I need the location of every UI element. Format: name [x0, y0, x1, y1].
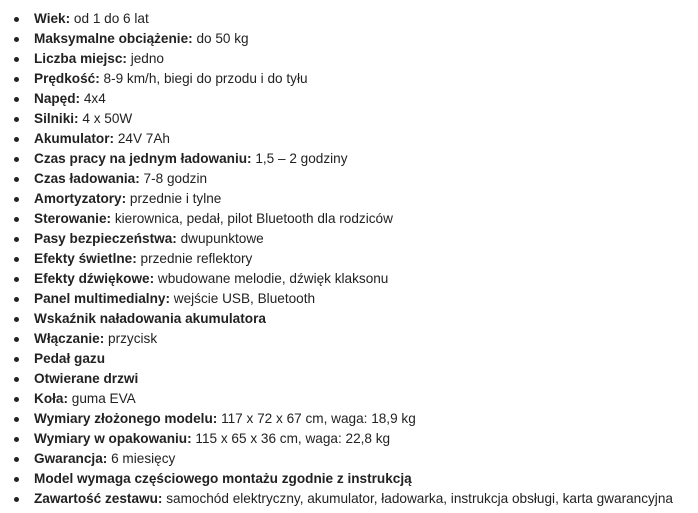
spec-value: 115 x 65 x 36 cm, waga: 22,8 kg	[191, 431, 391, 446]
spec-label: Czas pracy na jednym ładowaniu:	[34, 151, 252, 166]
spec-value: wbudowane melodie, dźwięk klaksonu	[154, 271, 389, 286]
spec-value: dwupunktowe	[176, 231, 264, 246]
spec-value: 24V 7Ah	[114, 131, 170, 146]
spec-label: Panel multimedialny:	[34, 291, 170, 306]
spec-item	[14, 429, 698, 449]
spec-value: 8-9 km/h, biegi do przodu i do tyłu	[99, 71, 308, 86]
spec-item	[14, 309, 698, 329]
spec-value: od 1 do 6 lat	[70, 11, 149, 26]
spec-item	[14, 109, 698, 129]
spec-item	[14, 289, 698, 309]
spec-item	[14, 269, 698, 289]
spec-label: Czas ładowania:	[34, 171, 140, 186]
spec-label: Wymiary złożonego modelu:	[34, 411, 218, 426]
spec-item	[14, 89, 698, 109]
spec-item	[14, 449, 698, 469]
spec-value: 1,5 – 2 godziny	[251, 151, 348, 166]
spec-value: kierownica, pedał, pilot Bluetooth dla rodziców	[111, 211, 393, 226]
spec-item	[14, 149, 698, 169]
spec-label: Wiek:	[34, 11, 71, 26]
spec-item	[14, 389, 698, 409]
spec-value: przednie reflektory	[136, 251, 253, 266]
spec-item	[14, 209, 698, 229]
spec-item	[14, 29, 698, 49]
spec-value: jedno	[126, 51, 164, 66]
spec-label: Otwierane drzwi	[34, 371, 139, 386]
spec-label: Model wymaga częściowego montażu zgodnie z instrukcją	[34, 471, 412, 486]
spec-label: Pasy bezpieczeństwa:	[34, 231, 177, 246]
spec-value: 117 x 72 x 67 cm, waga: 18,9 kg	[217, 411, 416, 426]
spec-value: przycisk	[104, 331, 158, 346]
spec-value: do 50 kg	[192, 31, 249, 46]
spec-item	[14, 69, 698, 89]
spec-item	[14, 369, 698, 389]
spec-label: Włączanie:	[34, 331, 105, 346]
spec-label: Silniki:	[34, 111, 79, 126]
spec-item	[14, 229, 698, 249]
spec-value: 4 x 50W	[78, 111, 133, 126]
spec-value: guma EVA	[67, 391, 136, 406]
spec-item	[14, 189, 698, 209]
spec-item	[14, 49, 698, 69]
spec-label: Pedał gazu	[34, 351, 106, 366]
spec-label: Liczba miejsc:	[34, 51, 127, 66]
spec-item	[14, 169, 698, 189]
spec-value: 6 miesięcy	[107, 451, 176, 466]
spec-item	[14, 409, 698, 429]
spec-label: Sterowanie:	[34, 211, 112, 226]
spec-label: Gwarancja:	[34, 451, 108, 466]
spec-item	[14, 469, 698, 489]
spec-label: Efekty dźwiękowe:	[34, 271, 155, 286]
spec-value: 7-8 godzin	[139, 171, 208, 186]
spec-value: 4x4	[80, 91, 106, 106]
spec-value: przednie i tylne	[126, 191, 222, 206]
spec-label: Wymiary w opakowaniu:	[34, 431, 192, 446]
spec-label: Akumulator:	[34, 131, 115, 146]
spec-value: samochód elektryczny, akumulator, ładowarka, instrukcja obsługi, karta gwarancyjna	[162, 491, 673, 506]
spec-item	[14, 129, 698, 149]
spec-item	[14, 329, 698, 349]
spec-label: Prędkość:	[34, 71, 100, 86]
spec-value: wejście USB, Bluetooth	[169, 291, 316, 306]
spec-label: Koła:	[34, 391, 68, 406]
spec-label: Maksymalne obciążenie:	[34, 31, 193, 46]
spec-label: Zawartość zestawu:	[34, 491, 163, 506]
spec-item	[14, 349, 698, 369]
spec-label: Wskaźnik naładowania akumulatora	[34, 311, 266, 326]
spec-label: Napęd:	[34, 91, 81, 106]
spec-item	[14, 489, 698, 509]
spec-label: Efekty świetlne:	[34, 251, 137, 266]
spec-item	[14, 249, 698, 269]
spec-item	[14, 9, 698, 29]
spec-label: Amortyzatory:	[34, 191, 127, 206]
